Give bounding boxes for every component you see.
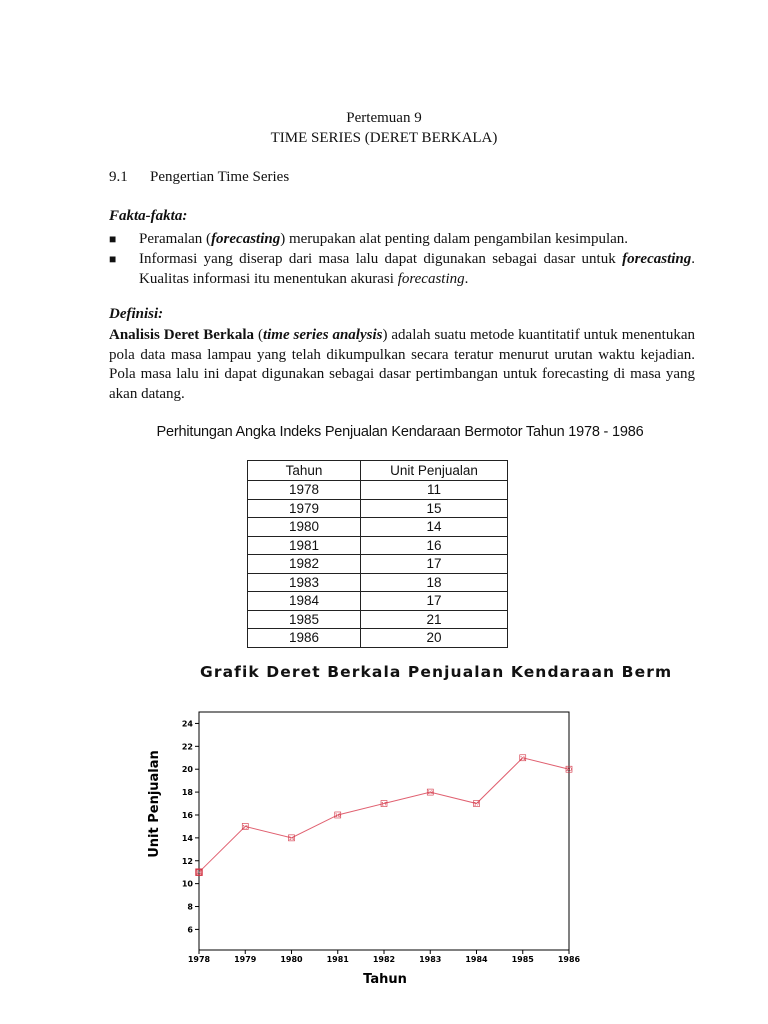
cell-year: 1981 [248, 536, 361, 555]
x-tick-label: 1980 [280, 955, 303, 964]
page-title: Pertemuan 9 [346, 110, 422, 126]
cell-year: 1979 [248, 499, 361, 518]
table-caption: Perhitungan Angka Indeks Penjualan Kendaraan Bermotor Tahun 1978 - 1986 [156, 424, 644, 440]
facts-label: Fakta-fakta: [109, 208, 188, 224]
y-tick-label: 22 [181, 742, 193, 752]
page-subtitle: TIME SERIES (DERET BERKALA) [270, 130, 498, 146]
y-axis [182, 719, 199, 934]
definition-term: Analisis Deret Berkala [109, 327, 255, 343]
y-tick-label: 8 [187, 902, 193, 912]
y-axis-label: Unit Penjualan [147, 750, 162, 858]
list-item-text: Informasi yang diserap dari masa lalu dapat digunakan sebagai dasar untuk forecasting. Kualitas informasi itu menentukan akurasi forecasting. [139, 251, 695, 287]
definition-term-english: time series analysis [262, 327, 383, 343]
cell-sales: 16 [361, 536, 508, 555]
series-line [199, 758, 569, 872]
y-tick-label: 6 [187, 925, 193, 935]
cell-sales: 20 [361, 629, 508, 648]
square-bullet-icon: ■ [109, 232, 117, 246]
x-axis-label: Tahun [363, 972, 407, 987]
data-label: 18 [427, 791, 434, 797]
plot-frame [199, 712, 569, 950]
cell-sales: 11 [361, 481, 508, 500]
cell-year: 1980 [248, 518, 361, 537]
x-axis [188, 950, 581, 964]
y-tick-label: 10 [181, 879, 193, 889]
data-label: 17 [473, 802, 480, 808]
section-number: 9.1 [109, 169, 128, 185]
x-tick-label: 1982 [372, 955, 396, 964]
x-tick-label: 1984 [465, 955, 488, 964]
cell-sales: 17 [361, 555, 508, 574]
data-label: 16 [334, 813, 341, 819]
cell-sales: 17 [361, 592, 508, 611]
cell-sales: 15 [361, 499, 508, 518]
y-tick-label: 18 [181, 788, 193, 798]
column-header-year: Tahun [248, 461, 361, 481]
cell-sales: 18 [361, 573, 508, 592]
cell-year: 1985 [248, 610, 361, 629]
x-tick-label: 1978 [187, 955, 211, 964]
x-tick-label: 1986 [557, 955, 581, 964]
square-bullet-icon: ■ [109, 252, 117, 266]
cell-year: 1982 [248, 555, 361, 574]
cell-year: 1986 [248, 629, 361, 648]
y-tick-label: 16 [181, 810, 193, 820]
cell-year: 1983 [248, 573, 361, 592]
data-label: 14 [288, 836, 295, 842]
y-tick-label: 12 [181, 856, 193, 866]
data-label: 11 [196, 871, 202, 877]
x-tick-label: 1979 [234, 955, 257, 964]
definition-paragraph: Analisis Deret Berkala (time series analysis) adalah suatu metode kuantitatif untuk menentukan pola data masa lampau yang telah dikumpulkan secara teratur menurut urutan waktu kejadian. Pola masa lalu ini dapat digunakan sebagai dasar pertimbangan untuk forecasting di masa yang akan datang. [109, 327, 696, 402]
y-tick-label: 24 [181, 719, 193, 729]
data-label: 21 [519, 756, 526, 762]
x-tick-label: 1981 [326, 955, 349, 964]
section-title: Pengertian Time Series [150, 169, 290, 185]
chart-title: Grafik Deret Berkala Penjualan Kendaraan Berm [200, 663, 673, 681]
x-tick-label: 1985 [511, 955, 534, 964]
definition-label: Definisi: [109, 306, 164, 322]
x-tick-label: 1983 [419, 955, 442, 964]
data-label: 17 [381, 802, 387, 808]
cell-sales: 21 [361, 610, 508, 629]
list-item-text: Peramalan (forecasting) merupakan alat penting dalam pengambilan kesimpulan. [139, 231, 629, 247]
column-header-sales: Unit Penjualan [361, 461, 508, 481]
data-label: 15 [242, 825, 249, 831]
data-label: 20 [566, 768, 572, 774]
y-tick-label: 20 [181, 765, 193, 775]
cell-year: 1978 [248, 481, 361, 500]
data-points [196, 755, 572, 876]
cell-sales: 14 [361, 518, 508, 537]
cell-year: 1984 [248, 592, 361, 611]
y-tick-label: 14 [181, 833, 193, 843]
